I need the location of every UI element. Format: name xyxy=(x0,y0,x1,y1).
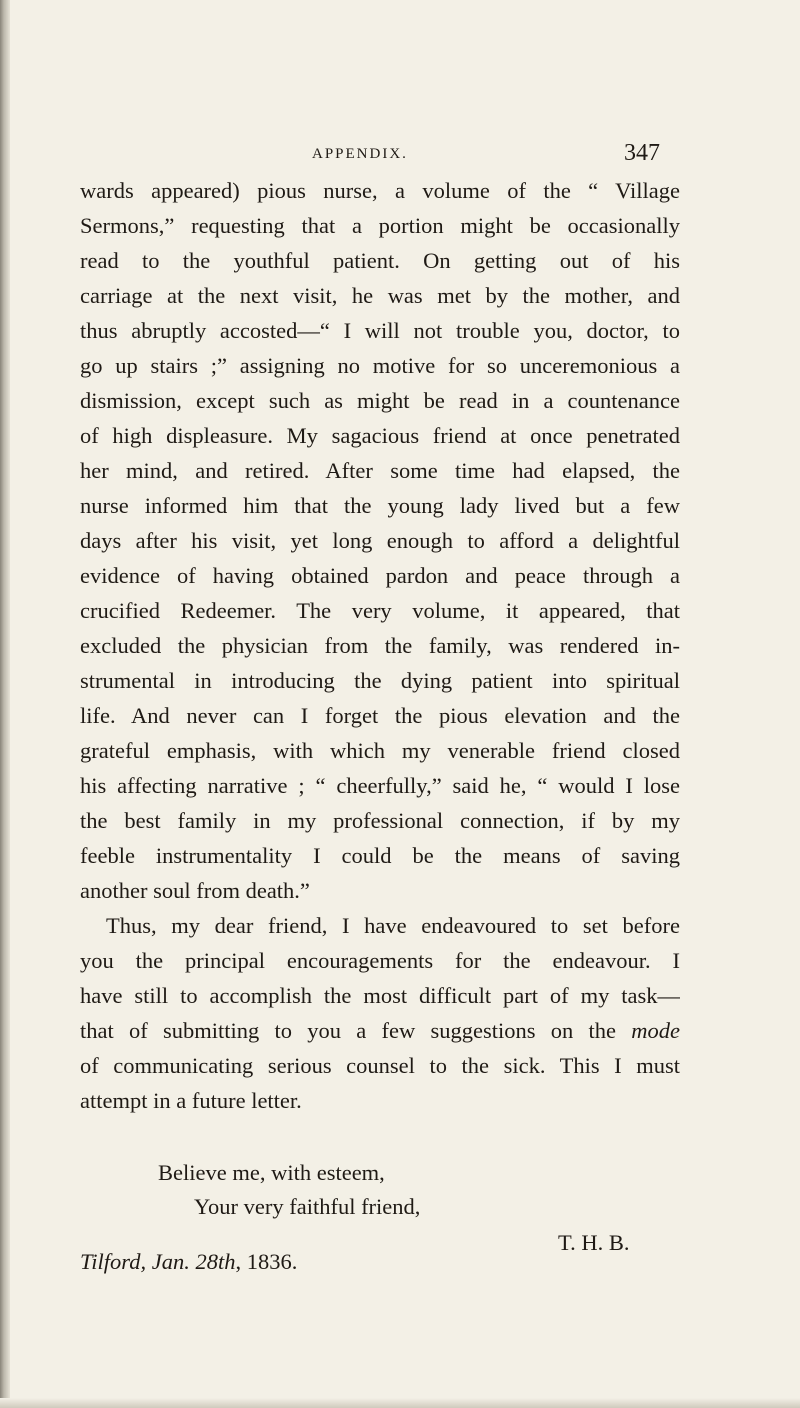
text-line: of communicating serious counsel to the sick. This I must xyxy=(80,1053,680,1078)
page-number: 347 xyxy=(624,140,660,166)
text-line: nurse informed him that the young lady lived but a few xyxy=(80,493,680,518)
text-line: another soul from death.” xyxy=(80,878,310,903)
text-line: go up stairs ;” assigning no motive for so unceremonious a xyxy=(80,353,680,378)
text-line: Sermons,” requesting that a portion might be occasionally xyxy=(80,213,680,238)
body-text xyxy=(80,173,680,1118)
dateline-month: , Jan. xyxy=(140,1249,196,1274)
text-line: strumental in introducing the dying patient into spiritual xyxy=(80,668,680,693)
text-line: crucified Redeemer. The very volume, it appeared, that xyxy=(80,598,680,623)
text-line: carriage at the next visit, he was met by the mother, and xyxy=(80,283,680,308)
text-line: his affecting narrative ; “ cheerfully,” said he, “ would I lose xyxy=(80,773,680,798)
text-line: life. And never can I forget the pious elevation and the xyxy=(80,703,680,728)
dateline xyxy=(80,1244,297,1279)
text-line: have still to accomplish the most difficult part of my task— xyxy=(80,983,680,1008)
text-line: dismission, except such as might be read in a countenance xyxy=(80,388,680,413)
dateline-year: , 1836. xyxy=(235,1249,298,1274)
text-line: wards appeared) pious nurse, a volume of the “ Village xyxy=(80,178,680,203)
page-bottom-edge xyxy=(0,1398,800,1408)
binding-edge xyxy=(0,0,10,1408)
emphasized-word: mode xyxy=(631,1018,680,1043)
text-line: feeble instrumentality I could be the means of saving xyxy=(80,843,680,868)
dateline-place: Tilford xyxy=(80,1249,141,1274)
dateline-day: 28th xyxy=(195,1249,236,1274)
text-line: excluded the physician from the family, was rendered in- xyxy=(80,633,680,658)
text-line: the best family in my professional connection, if by my xyxy=(80,808,680,833)
text-line: you the principal encouragements for the endeavour. I xyxy=(80,948,680,973)
text-line-with-emphasis xyxy=(80,1013,680,1048)
running-title: APPENDIX. xyxy=(312,146,408,162)
text-line-start: that of submitting to you a few suggestions on the xyxy=(80,1018,616,1043)
closing-complimentary: Your very faithful friend, xyxy=(194,1194,421,1219)
text-line: of high displeasure. My sagacious friend at once penetrated xyxy=(80,423,680,448)
text-line: her mind, and retired. After some time had elapsed, the xyxy=(80,458,680,483)
signature-initials: T. H. B. xyxy=(558,1230,630,1255)
text-line: grateful emphasis, with which my venerable friend closed xyxy=(80,738,680,763)
text-line: thus abruptly accosted—“ I will not trouble you, doctor, to xyxy=(80,318,680,343)
text-line: read to the youthful patient. On getting out of his xyxy=(80,248,680,273)
closing-salutation: Believe me, with esteem, xyxy=(158,1160,385,1185)
text-line: evidence of having obtained pardon and peace through a xyxy=(80,563,680,588)
text-line: attempt in a future letter. xyxy=(80,1088,302,1113)
text-line: days after his visit, yet long enough to afford a delightful xyxy=(80,528,680,553)
text-line: Thus, my dear friend, I have endeavoured to set before xyxy=(106,913,680,938)
running-head xyxy=(0,140,800,170)
